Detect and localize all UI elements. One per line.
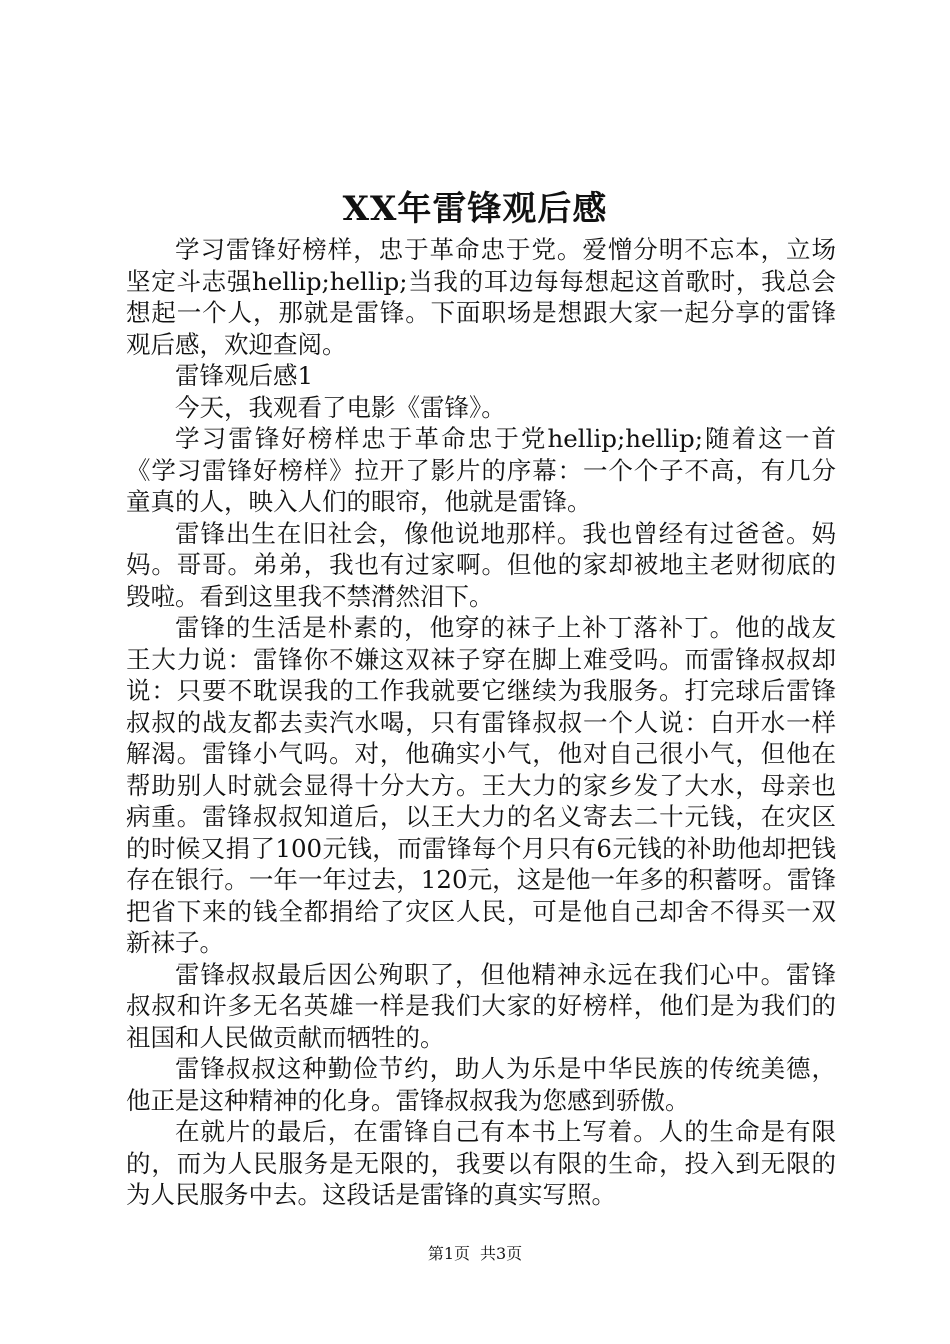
document-body [126, 234, 836, 1211]
paragraph: 在就片的最后，在雷锋自己有本书上写着。人的生命是有限的，而为人民服务是无限的，我要以有限的生命，投入到无限的为人民服务中去。这段话是雷锋的真实写照。 [126, 1117, 836, 1209]
page-title: XX年雷锋观后感 [342, 189, 608, 229]
paragraph: 雷锋出生在旧社会，像他说地那样。我也曾经有过爸爸。妈妈。哥哥。弟弟，我也有过家啊。但他的家却被地主老财彻底的毁啦。看到这里我不禁潸然泪下。 [126, 518, 836, 611]
paragraph: 学习雷锋好榜样忠于革命忠于党hellip;hellip;随着这一首《学习雷锋好榜样》拉开了影片的序幕：一个个子不高，有几分童真的人，映入人们的眼帘，他就是雷锋。 [126, 424, 836, 516]
page-total: 共3页 [480, 1244, 523, 1263]
paragraph: 雷锋的生活是朴素的，他穿的袜子上补丁落补丁。他的战友王大力说：雷锋你不嫌这双袜子穿在脚上难受吗。而雷锋叔叔却说：只要不耽误我的工作我就要它继续为我服务。打完球后雷锋叔叔的战友都去卖汽水喝，只有雷锋叔叔一个人说：白开水一样解渴。雷锋小气吗。对，他确实小气，他对自己很小气，但他在帮助别人时就会显得十分大方。王大力的家乡发了大水，母亲也病重。雷锋叔叔知道后，以王大力的名义寄去二十元钱，在灾区的时候又捐了100元钱，而雷锋每个月只有6元钱的补助他却把钱存在银行。一年一年过去，120元，这是他一年多的积蓄呀。雷锋把省下来的钱全都捐给了灾区人民，可是他自己却舍不得买一双新袜子。 [126, 613, 836, 957]
page-number: 第1页 [427, 1244, 470, 1263]
paragraph: 雷锋叔叔这种勤俭节约，助人为乐是中华民族的传统美德，他正是这种精神的化身。雷锋叔叔我为您感到骄傲。 [126, 1054, 836, 1115]
paragraph-intro: 学习雷锋好榜样，忠于革命忠于党。爱憎分明不忘本，立场坚定斗志强hellip;hellip;当我的耳边每每想起这首歌时，我总会想起一个人，那就是雷锋。下面职场是想跟大家一起分享的雷锋观后感，欢迎查阅。 [126, 235, 836, 359]
page-footer [0, 1242, 950, 1266]
paragraph: 雷锋叔叔最后因公殉职了，但他精神永远在我们心中。雷锋叔叔和许多无名英雄一样是我们大家的好榜样，他们是为我们的祖国和人民做贡献而牺牲的。 [126, 959, 836, 1052]
section-heading: 雷锋观后感1 [175, 361, 314, 390]
paragraph: 今天，我观看了电影《雷锋》。 [175, 392, 506, 422]
